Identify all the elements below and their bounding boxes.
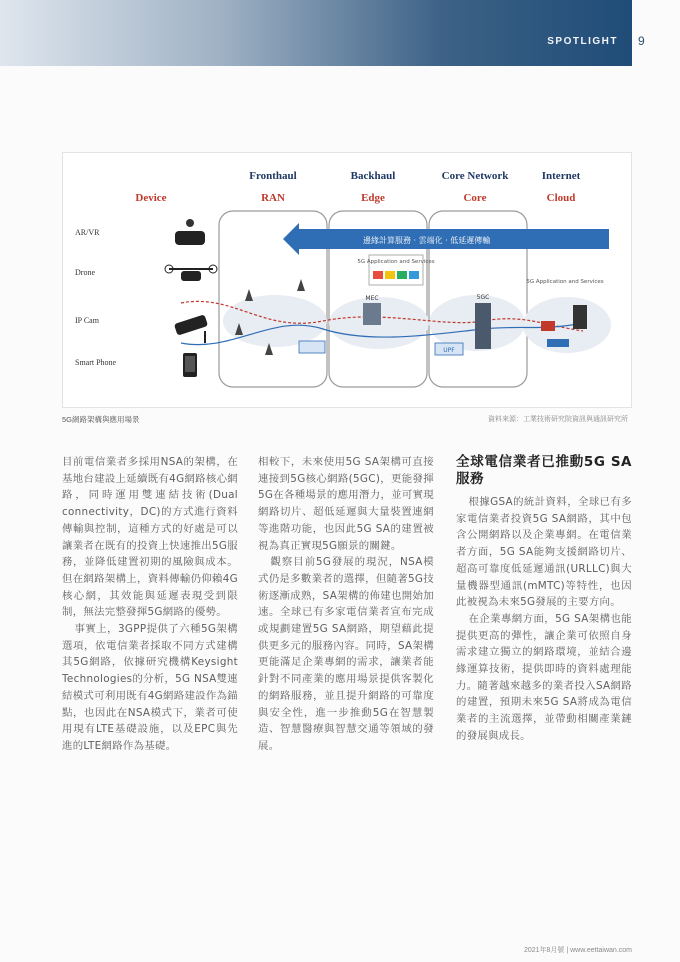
gw-label: 5GC (476, 294, 490, 301)
smartphone-icon (183, 353, 197, 377)
paragraph: 相較下，未來使用5G SA架構可直接連接到5G核心網路(5GC)，更能發揮5G在各種場景的應用潛力，並可實現網路切片、超低延遲與大量裝置連網等進階功能，也因此5G SA的建置被視為真正實現5G願景的關鍵。 (258, 456, 434, 552)
label-ran: RAN (261, 192, 285, 204)
architecture-diagram (63, 153, 631, 407)
article-column-1 (62, 454, 238, 755)
label-core-network: Core Network (441, 170, 509, 182)
label-internet: Internet (541, 170, 581, 182)
device-label: Drone (75, 268, 95, 277)
network-architecture-figure (62, 152, 632, 408)
mec-server (363, 303, 381, 325)
device-label: Smart Phone (75, 358, 117, 367)
label-edge: Edge (361, 192, 385, 204)
arvr-icon (175, 219, 205, 245)
core-server (475, 303, 491, 349)
device-label: IP Cam (75, 316, 99, 325)
cloud-server (573, 305, 587, 329)
cloud-router (541, 321, 555, 331)
label-cloud: Cloud (546, 192, 576, 204)
label-core: Core (463, 192, 487, 204)
page-footer: 2021年8月號 | www.eettaiwan.com (523, 947, 632, 954)
ran-cloud (223, 295, 327, 347)
upf-label: UPF (443, 347, 455, 354)
ipcam-icon (174, 314, 208, 343)
cloud-app-label: 5G Application and Services (526, 279, 604, 285)
paragraph: 觀察目前5G發展的現況，NSA模式仍是多數業者的選擇，但隨著5G技術逐漸成熟，SA架構的佈建也開始加速。全球已有多家電信業者宣布完成或規劃建置5G SA網路，期望藉此提供更多元的服務內容。同時，SA架構更能滿足企業專網的需求，讓業者能針對不同產業的應用場景提供客製化的網路服務，並且提升網路的可靠度與安全性，進一步推動5G在智慧製造、智慧醫療與智慧交通等領域的發展。 (258, 556, 434, 752)
article-column-3 (456, 454, 632, 745)
figure-source: 資料來源：工業技術研究院資訊與通訊研究所 (488, 416, 628, 423)
mec-ran-box (299, 341, 325, 353)
cloud-base (547, 339, 569, 347)
section-heading: 全球電信業者已推動5G SA服務 (456, 454, 632, 487)
figure-caption: 5G網路架構與應用場景 (62, 415, 140, 424)
label-fronthaul: Fronthaul (249, 170, 297, 182)
paragraph: 目前電信業者多採用NSA的架構，在基地台建設上延續既有4G網路核心網路，同時運用雙連結技術(Dual connectivity，DC)的方式進行資料傳輸與控制，這種方式的好處是可以讓業者在既有的投資上快速推出5G服務，並降低建置初期的風險與成本。但在網路架構上，資料傳輸仍仰賴4G核心網，其效能與延遲表現受到限制，無法完整發揮5G網路的優勢。 (62, 456, 238, 619)
label-device: Device (135, 192, 167, 204)
device-label: AR/VR (75, 228, 100, 237)
drone-icon (165, 265, 217, 281)
edge-app-label: 5G Application and Services (357, 259, 435, 265)
paragraph: 根據GSA的統計資料，全球已有多家電信業者投資5G SA網路，其中包含公開網路以及企業專網。在電信業者方面，5G SA能夠支援網路切片、超高可靠度低延遲通訊(URLLC)與大量機器型通訊(mMTC)等特性，也因此被視為未來5G發展的主要方向。 (456, 496, 632, 609)
header-banner (0, 0, 632, 66)
section-title: SPOTLIGHT (547, 36, 618, 47)
article-column-2 (258, 454, 434, 755)
arrow-label: 邊緣計算服務 · 雲端化 · 低延遲傳輸 (363, 236, 491, 245)
page-number: 9 (638, 34, 645, 48)
mec-label: MEC (365, 295, 379, 302)
paragraph: 事實上，3GPP提供了六種5G架構選項，依電信業者採取不同方式建構其5G網路，依據研究機構Keysight Technologies的分析，5G NSA雙連結模式可利用既有4G網路建設作為錨點，也因此在NSA模式下，業者可使用現有LTE基礎設施，以及EPC與先進的LTE網路作為基礎。 (62, 623, 238, 752)
label-backhaul: Backhaul (350, 170, 396, 182)
paragraph: 在企業專網方面，5G SA架構也能提供更高的彈性，讓企業可依照自身需求建立獨立的網路環境，並結合邊緣運算技術，提供即時的資料處理能力。隨著越來越多的業者投入SA網路的建置，預期未來5G SA將成為電信業者的主流選擇，並帶動相關產業鏈的發展與成長。 (456, 612, 632, 742)
